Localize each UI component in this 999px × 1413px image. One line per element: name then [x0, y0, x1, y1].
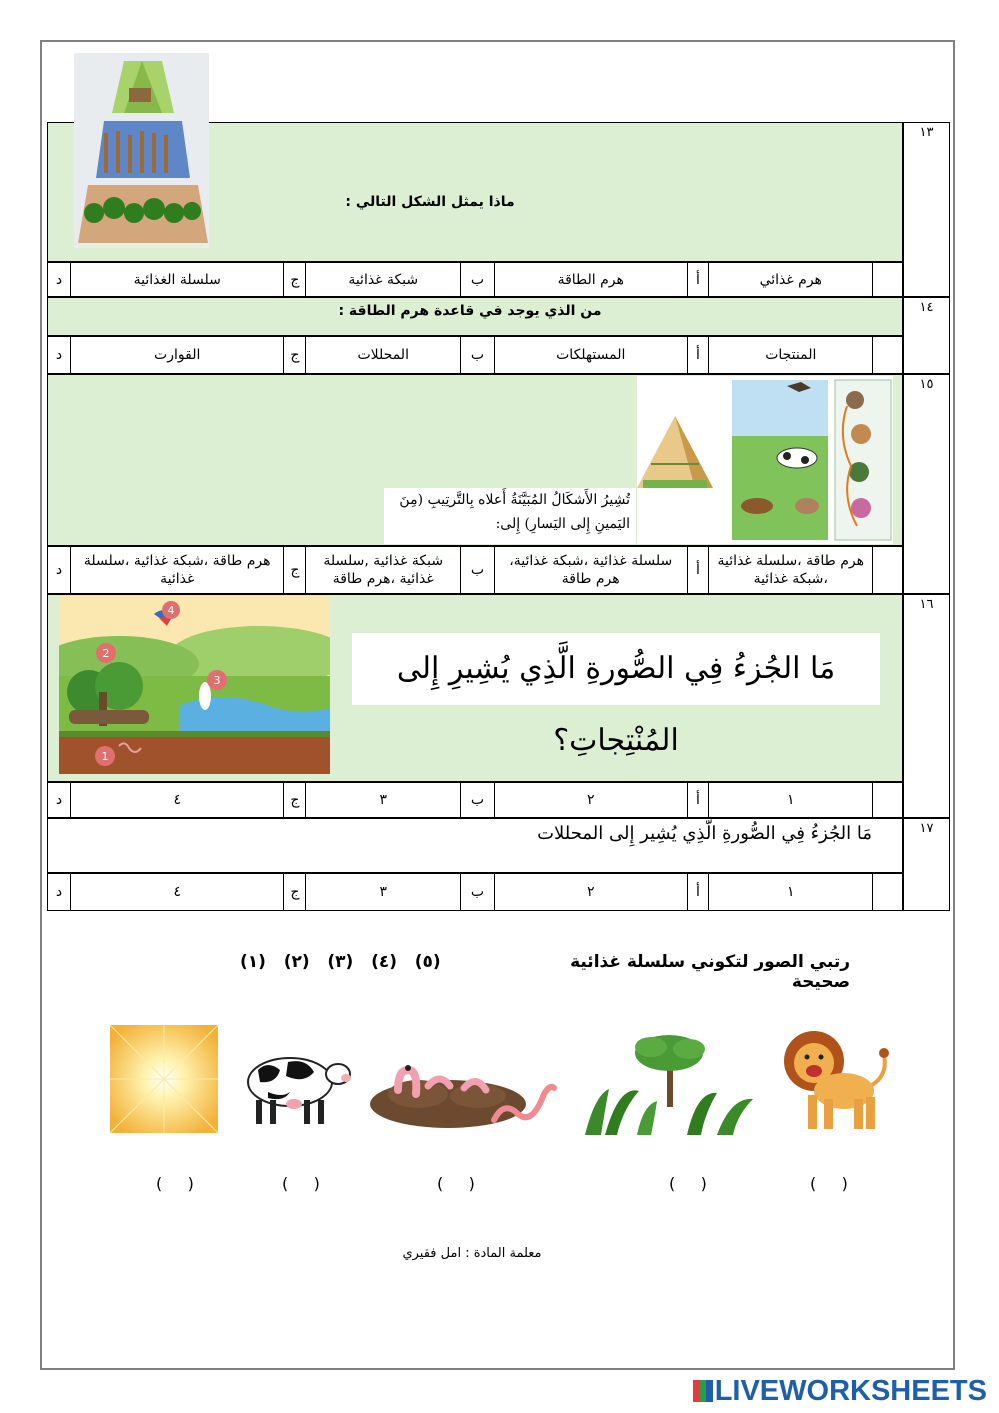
q15-text: تُشِيرُ الأَشكَالُ المُبَيَّنَةُ أَعلاه بِالتَّرتِيبِ (مِنَ اليَمينِ إِلى اليَسارِ) إِلى: [384, 488, 636, 544]
ordering-numbers: (١) (٢) (٣) (٤) (٥) [240, 952, 441, 972]
cow-image [238, 1040, 354, 1130]
q17-option-c-letter: ج [283, 874, 305, 910]
scene-label-2: 2 [102, 647, 110, 660]
sun-image [110, 1025, 218, 1133]
q15-number-cell [903, 374, 950, 594]
logo-blocks-icon [693, 1380, 713, 1402]
q13-option-c[interactable]: شبكة غذائية [305, 263, 460, 296]
q17-option-d[interactable]: ٤ [70, 874, 284, 910]
q14-option-a-letter: أ [687, 337, 709, 373]
logo-text: LIVEWORKSHEETS [714, 1375, 987, 1407]
q16-number-cell [903, 594, 950, 818]
q16-option-c-letter: ج [283, 783, 305, 817]
q15-number: ١٥ [919, 377, 934, 392]
q16-ecosystem-image [59, 596, 330, 774]
q14-spacer [872, 337, 902, 373]
q17-spacer [872, 874, 902, 910]
answer-blank-plants[interactable]: ( ) [669, 1174, 707, 1193]
q14-number: ١٤ [919, 300, 934, 315]
q17-option-b[interactable]: ٢ [494, 874, 687, 910]
answer-blank-cow[interactable]: ( ) [282, 1174, 320, 1193]
answer-blank-lion[interactable]: ( ) [810, 1174, 848, 1193]
q14-option-d[interactable]: القوارت [70, 337, 284, 373]
q15-figures-image [637, 376, 893, 544]
q13-answer-row [47, 262, 903, 297]
q15-option-c[interactable]: شبكة غذائية ,سلسلة غذائية ،هرم طاقة [305, 547, 460, 593]
q14-option-c-letter: ج [283, 337, 305, 373]
q16-option-a[interactable]: ١ [708, 783, 872, 817]
q14-number-cell [903, 297, 950, 374]
q15-spacer [872, 547, 902, 593]
q13-option-d-letter: د [55, 271, 63, 288]
food-pyramid-image [74, 53, 209, 248]
q17-option-a[interactable]: ١ [708, 874, 872, 910]
q13-option-c-letter: ج [283, 263, 305, 296]
q15-option-d[interactable]: هرم طاقة ،شبكة غذائية ،سلسلة غذائية [70, 547, 284, 593]
q14-text: من الذي يوجد في قاعدة هرم الطاقة : [338, 303, 602, 319]
worms-image [368, 1040, 560, 1130]
q17-option-c[interactable]: ٣ [305, 874, 460, 910]
q14-option-c[interactable]: المحللات [305, 337, 460, 373]
q13-number-cell [903, 122, 950, 297]
q16-number: ١٦ [919, 597, 934, 612]
q15-option-d-letter: د [55, 562, 63, 578]
q13-option-d[interactable]: سلسلة الغذائية [70, 263, 284, 296]
plants-image [577, 1027, 759, 1135]
scene-label-3: 3 [213, 674, 221, 687]
scene-label-4: 4 [167, 604, 175, 617]
q17-option-b-letter: ب [460, 874, 494, 910]
liveworksheets-logo [693, 1375, 987, 1408]
q17-option-a-letter: أ [687, 874, 709, 910]
q17-text: مَا الجُزءُ فِي الصُّورةِ الَّذِي يُشِير إِلى المحللات [537, 823, 872, 844]
q15-option-a-letter: أ [687, 547, 709, 593]
q13-option-a-letter: أ [687, 263, 709, 296]
q17-answer-row [47, 873, 903, 911]
q15-option-b[interactable]: سلسلة غذائية ،شبكة غذائية، هرم طاقة [494, 547, 687, 593]
q15-option-b-letter: ب [460, 547, 494, 593]
q13-option-b-letter: ب [460, 263, 494, 296]
q16-option-d-letter: د [55, 792, 63, 808]
q14-option-d-letter: د [55, 347, 63, 363]
q13-option-a[interactable]: هرم غذائي [708, 263, 872, 296]
q14-option-b-letter: ب [460, 337, 494, 373]
q16-option-c[interactable]: ٣ [305, 783, 460, 817]
q13-option-a-letter-cell [872, 263, 902, 296]
q15-answer-row [47, 546, 903, 594]
q16-text: مَا الجُزءُ فِي الصُّورةِ الَّذِي يُشِيرِ إِلى المُنْتِجاتِ؟ [352, 633, 880, 705]
q16-option-a-letter: أ [687, 783, 709, 817]
q17-number-cell [903, 818, 950, 911]
q13-number: ١٣ [919, 125, 934, 140]
q15-option-a[interactable]: هرم طاقة ،سلسلة غذائية ،شبكة غذائية [708, 547, 872, 593]
q14-option-b[interactable]: المستهلكات [494, 337, 687, 373]
q17-number: ١٧ [919, 821, 934, 836]
q13-option-b[interactable]: هرم الطاقة [494, 263, 687, 296]
q17-option-d-letter: د [55, 884, 63, 900]
answer-blank-worms[interactable]: ( ) [437, 1174, 475, 1193]
ordering-instruction: رتبي الصور لتكوني سلسلة غذائية صحيحة [570, 952, 850, 992]
lion-image [780, 1025, 892, 1137]
q13-text: ماذا يمثل الشكل التالي : [345, 194, 515, 210]
q14-answer-row [47, 336, 903, 374]
q16-option-b-letter: ب [460, 783, 494, 817]
q16-option-d[interactable]: ٤ [70, 783, 284, 817]
scene-label-1: 1 [101, 750, 109, 763]
answer-blank-sun[interactable]: ( ) [156, 1174, 194, 1193]
q16-spacer [872, 783, 902, 817]
q16-option-b[interactable]: ٢ [494, 783, 687, 817]
q15-option-c-letter: ج [283, 547, 305, 593]
q14-option-a[interactable]: المنتجات [708, 337, 872, 373]
q16-answer-row [47, 782, 903, 818]
teacher-name: معلمة المادة : امل فقيري [402, 1246, 542, 1261]
